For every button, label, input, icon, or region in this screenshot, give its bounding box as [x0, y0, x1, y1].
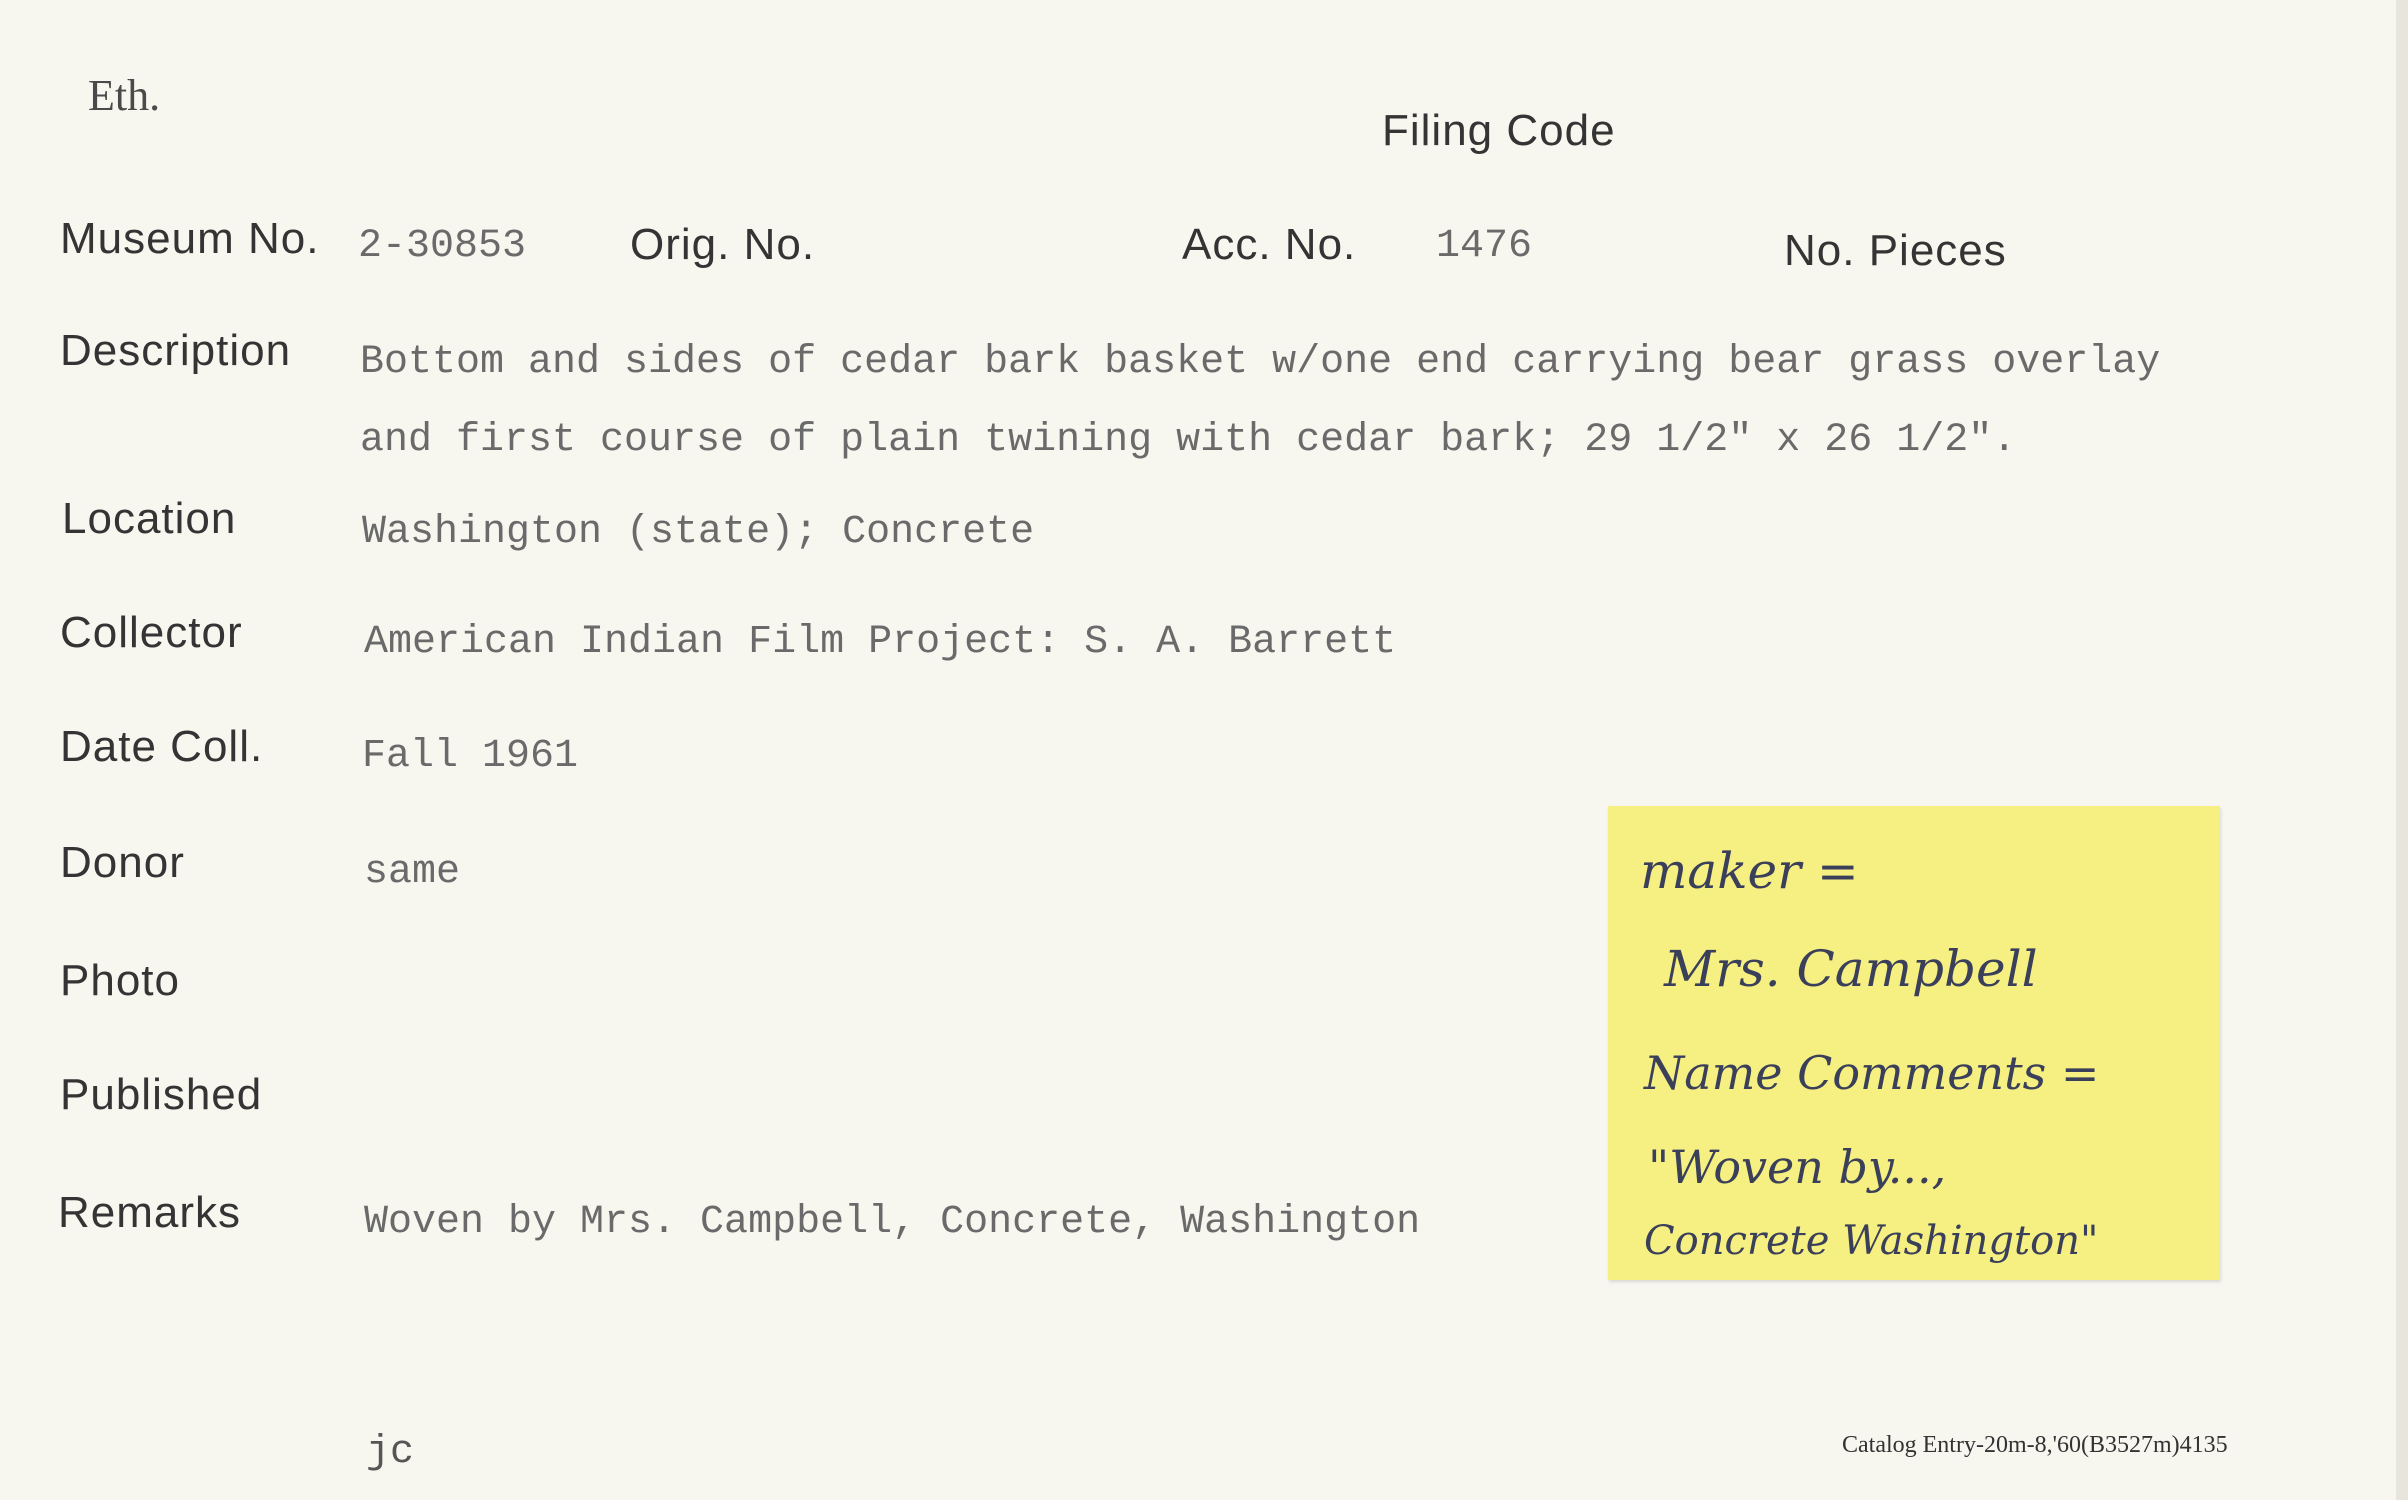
location-value: Washington (state); Concrete: [362, 510, 1035, 555]
published-label: Published: [60, 1070, 263, 1119]
acc-no-label: Acc. No.: [1182, 220, 1357, 269]
department-label: Eth.: [88, 71, 161, 120]
museum-no-value: 2-30853: [358, 224, 527, 269]
orig-no-label: Orig. No.: [630, 220, 816, 269]
sticky-note-line-1: maker =: [1640, 842, 1859, 900]
no-pieces-label: No. Pieces: [1784, 226, 2007, 275]
sticky-note-line-2: Mrs. Campbell: [1664, 940, 2038, 998]
filing-code-label: Filing Code: [1382, 106, 1616, 155]
sticky-note-line-4: "Woven by...,: [1648, 1140, 1947, 1194]
sticky-note-line-3: Name Comments =: [1644, 1046, 2100, 1100]
remarks-value: Woven by Mrs. Campbell, Concrete, Washington: [364, 1200, 1421, 1245]
location-label: Location: [62, 494, 237, 543]
acc-no-value: 1476: [1436, 224, 1533, 269]
remarks-label: Remarks: [58, 1188, 242, 1237]
date-coll-value: Fall 1961: [362, 734, 579, 779]
card-edge: [2396, 0, 2408, 1500]
date-coll-label: Date Coll.: [60, 722, 264, 771]
sticky-note-line-5: Concrete Washington": [1644, 1218, 2099, 1264]
photo-label: Photo: [60, 956, 180, 1005]
collector-value: American Indian Film Project: S. A. Barrett: [364, 620, 1397, 665]
description-line-1: Bottom and sides of cedar bark basket w/one end carrying bear grass overlay: [360, 340, 2161, 385]
description-line-2: and first course of plain twining with cedar bark; 29 1/2" x 26 1/2".: [360, 418, 2017, 463]
collector-label: Collector: [60, 608, 243, 657]
catalog-entry-imprint: Catalog Entry-20m-8,'60(B3527m)4135: [1842, 1432, 2228, 1458]
donor-value: same: [364, 850, 461, 895]
museum-no-label: Museum No.: [60, 214, 320, 263]
initials: jc: [366, 1430, 415, 1475]
description-label: Description: [60, 326, 292, 375]
donor-label: Donor: [60, 838, 185, 887]
